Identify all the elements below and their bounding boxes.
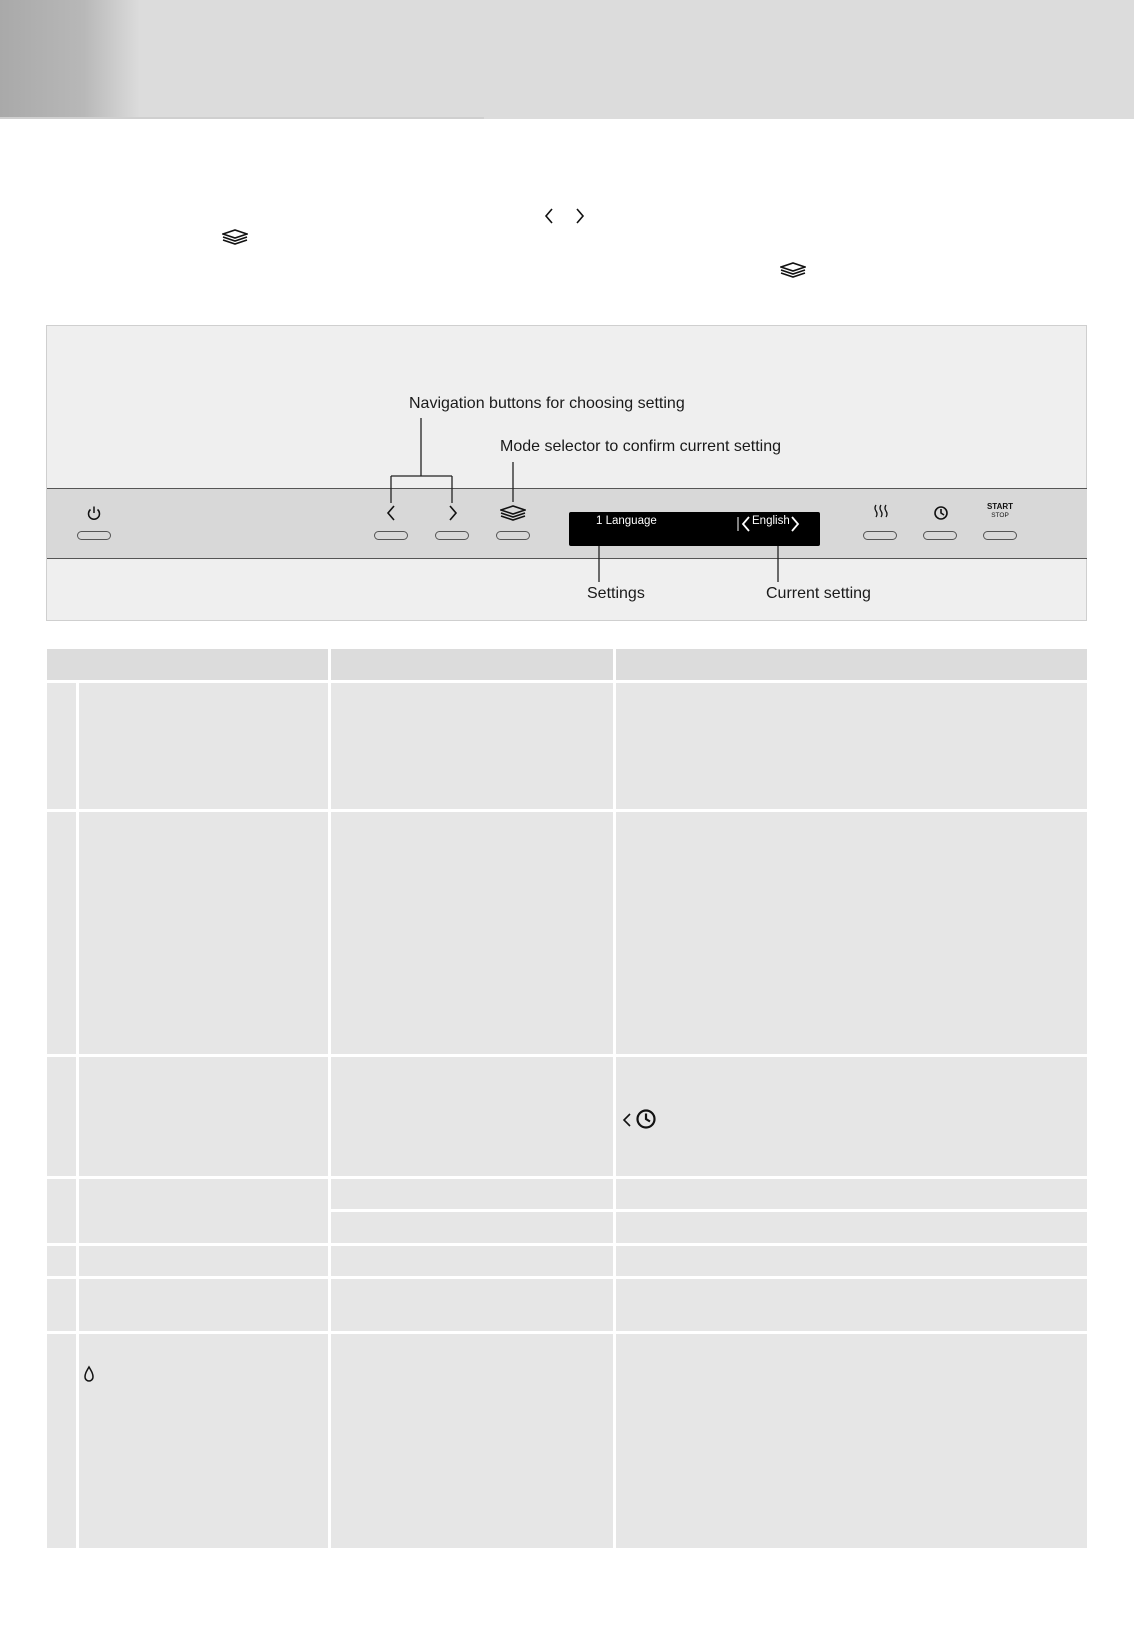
table-cell — [79, 1179, 328, 1243]
table-cell — [616, 1212, 1087, 1243]
table-cell — [616, 683, 1087, 809]
table-cell — [331, 1212, 613, 1243]
callout-lines — [0, 0, 1134, 620]
table-cell — [331, 1334, 613, 1548]
heat-icon — [873, 504, 889, 520]
table-cell — [616, 1179, 1087, 1209]
mode-selector-icon — [500, 505, 526, 521]
table-cell — [616, 1279, 1087, 1331]
table-header-cell — [616, 649, 1087, 680]
table-cell — [79, 1279, 328, 1331]
chevron-right-icon — [447, 504, 459, 522]
table-cell — [616, 812, 1087, 1054]
delay-start-button[interactable] — [923, 531, 957, 540]
table-cell — [47, 1279, 76, 1331]
table-cell — [331, 1246, 613, 1276]
chevron-left-icon — [385, 504, 397, 522]
display-chevron-right-icon — [789, 515, 801, 533]
table-cell — [79, 1246, 328, 1276]
table-cell — [331, 683, 613, 809]
table-cell — [47, 1334, 76, 1548]
table-cell — [616, 1057, 1087, 1176]
table-cell — [616, 1334, 1087, 1548]
table-cell — [331, 1279, 613, 1331]
nav-left-button[interactable] — [374, 531, 408, 540]
display-setting: 1 Language — [596, 515, 657, 527]
display-screen — [569, 512, 820, 546]
table-cell — [331, 1179, 613, 1209]
callout-settings: Settings — [587, 585, 645, 602]
table-cell — [47, 1246, 76, 1276]
table-header-cell — [331, 649, 613, 680]
power-button[interactable] — [77, 531, 111, 540]
nav-right-button[interactable] — [435, 531, 469, 540]
table-cell — [47, 1179, 76, 1243]
table-cell — [616, 1246, 1087, 1276]
clock-icon — [635, 1108, 657, 1130]
display-chevron-left-icon — [737, 515, 753, 533]
table-cell — [47, 683, 76, 809]
display-value: English — [752, 515, 790, 527]
chevron-left-icon — [621, 1111, 633, 1129]
start-stop-button[interactable] — [983, 531, 1017, 540]
water-drop-icon — [83, 1365, 95, 1383]
callout-current-setting: Current setting — [766, 585, 871, 602]
heat-button[interactable] — [863, 531, 897, 540]
mode-selector-button[interactable] — [496, 531, 530, 540]
table-cell — [331, 1057, 613, 1176]
table-cell — [79, 812, 328, 1054]
table-cell — [79, 683, 328, 809]
start-label: START — [986, 502, 1014, 511]
clock-icon — [933, 505, 949, 521]
stop-label: STOP — [991, 512, 1009, 519]
callout-mode-selector: Mode selector to confirm current setting — [500, 438, 782, 455]
power-icon — [86, 505, 102, 521]
table-cell — [47, 1057, 76, 1176]
table-header-cell — [47, 649, 328, 680]
table-cell — [79, 1057, 328, 1176]
callout-navigation-buttons: Navigation buttons for choosing setting — [409, 395, 685, 412]
table-cell — [79, 1334, 328, 1548]
table-cell — [47, 812, 76, 1054]
table-cell — [331, 812, 613, 1054]
